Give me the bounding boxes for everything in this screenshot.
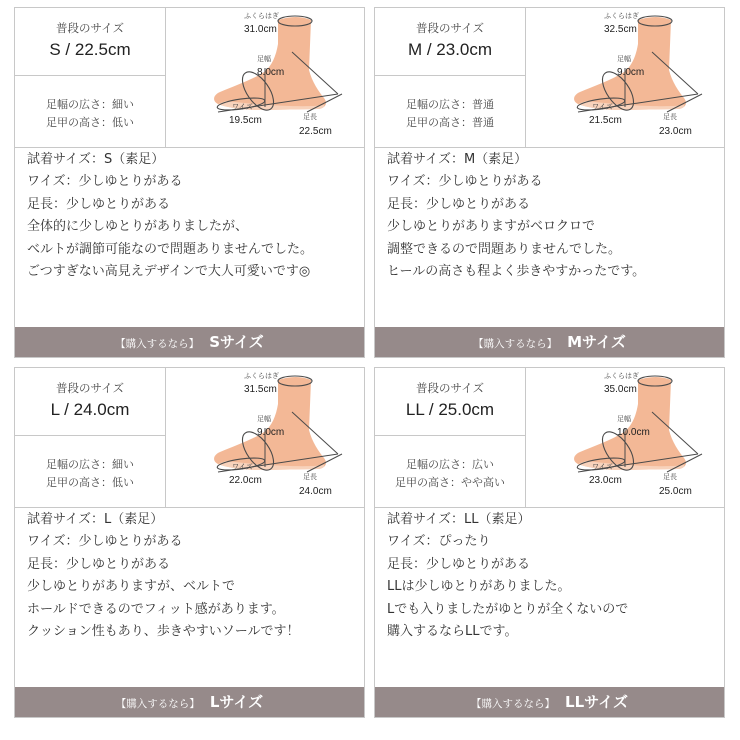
comment-line: 購入するならLLです。 <box>387 624 518 640</box>
foot-width-text: 足幅の広さ：細い <box>46 98 134 111</box>
instep-value: 9.0cm <box>257 427 285 438</box>
instep-height-text: 足甲の高さ：低い <box>46 116 134 129</box>
comment-line: 全体的に少しゆとりがありましたが、 <box>27 219 249 235</box>
comment-line: 少しゆとりがありますがベロクロで <box>387 219 596 235</box>
comment-line: ワイズ：少しゆとりがある <box>27 174 183 190</box>
size-review-card <box>14 367 365 718</box>
calf-value: 31.0cm <box>244 24 277 35</box>
usual-size-value: S / 22.5cm <box>49 40 131 59</box>
calf-label: ふくらはぎ <box>604 372 639 380</box>
comment-line: Lでも入りましたがゆとりが全くないので <box>387 601 629 617</box>
foot-illustration <box>526 8 724 147</box>
review-comment <box>27 149 357 283</box>
foot-width-text: 足幅の広さ：広い <box>406 458 494 471</box>
calf-label: ふくらはぎ <box>244 372 279 380</box>
usual-size-label: 普段のサイズ <box>415 381 485 395</box>
recommend-prefix: 【購入するなら】 <box>473 338 558 350</box>
card-header <box>375 368 724 508</box>
comment-line: 試着サイズ：LL（素足） <box>387 512 531 527</box>
foot-shape-cell <box>375 76 526 147</box>
comment-line: ワイズ：少しゆとりがある <box>27 534 183 550</box>
recommend-prefix: 【購入するなら】 <box>115 698 200 710</box>
recommended-size: Sサイズ <box>209 333 264 351</box>
foot-width-text: 足幅の広さ：普通 <box>406 98 494 111</box>
width-label: ワイズ <box>592 463 613 471</box>
comment-line: 調整できるので問題ありませんでした。 <box>387 241 622 257</box>
review-comment <box>387 149 717 283</box>
foot-shape-cell <box>375 436 526 507</box>
recommended-size-bar <box>375 687 724 717</box>
usual-size-label: 普段のサイズ <box>415 21 485 35</box>
card-header <box>375 8 724 148</box>
comment-line: ごつすぎない高見えデザインで大人可愛いです◎ <box>27 264 311 280</box>
foot-shape-cell <box>15 76 166 147</box>
width-label: ワイズ <box>232 103 253 111</box>
instep-height-text: 足甲の高さ：低い <box>46 476 134 489</box>
comment-line: 足長：少しゆとりがある <box>387 556 531 572</box>
foot-width-text: 足幅の広さ：細い <box>46 458 134 471</box>
comment-line: ベルトが調節可能なので問題ありませんでした。 <box>27 241 314 257</box>
foot-measurement-diagram <box>166 368 364 507</box>
foot-illustration <box>166 368 364 507</box>
foot-shape-cell <box>15 436 166 507</box>
length-label: 足長 <box>663 113 677 121</box>
calf-label: ふくらはぎ <box>244 12 279 20</box>
usual-size-cell <box>15 8 166 76</box>
foot-illustration <box>166 8 364 147</box>
comment-line: 試着サイズ：M（素足） <box>387 152 528 167</box>
foot-measurement-diagram <box>166 8 364 147</box>
comment-line: LLは少しゆとりがありました。 <box>387 579 571 595</box>
comment-line: 試着サイズ：L（素足） <box>27 512 164 527</box>
recommended-size-bar <box>375 327 724 357</box>
size-review-card <box>374 367 725 718</box>
usual-size-label: 普段のサイズ <box>55 21 125 35</box>
foot-illustration <box>526 368 724 507</box>
usual-size-value: M / 23.0cm <box>407 40 493 59</box>
instep-value: 10.0cm <box>617 427 650 438</box>
width-value: 19.5cm <box>229 115 262 126</box>
width-value: 23.0cm <box>589 475 622 486</box>
comment-line: クッション性もあり、歩きやすいソールです！ <box>27 624 300 640</box>
usual-size-cell <box>15 368 166 436</box>
instep-height-text: 足甲の高さ：やや高い <box>395 476 505 489</box>
size-review-card <box>374 7 725 358</box>
recommend-prefix: 【購入するなら】 <box>115 338 200 350</box>
width-value: 22.0cm <box>229 475 262 486</box>
width-label: ワイズ <box>592 103 613 111</box>
comment-line: ホールドできるのでフィット感があります。 <box>27 601 285 617</box>
usual-size-value: LL / 25.0cm <box>405 400 495 419</box>
length-label: 足長 <box>303 113 317 121</box>
comment-line: 足長：少しゆとりがある <box>27 556 171 572</box>
width-label: ワイズ <box>232 463 253 471</box>
length-value: 24.0cm <box>299 486 332 497</box>
recommended-size-bar <box>15 327 364 357</box>
recommended-size: Lサイズ <box>209 693 264 711</box>
foot-measurement-diagram <box>526 368 724 507</box>
calf-label: ふくらはぎ <box>604 12 639 20</box>
instep-value: 8.0cm <box>257 67 285 78</box>
comment-line: 試着サイズ：S（素足） <box>27 152 165 167</box>
length-value: 23.0cm <box>659 126 692 137</box>
instep-label: 足幅 <box>257 415 271 423</box>
size-review-card <box>14 7 365 358</box>
card-header <box>15 368 364 508</box>
length-label: 足長 <box>303 473 317 481</box>
calf-value: 35.0cm <box>604 384 637 395</box>
instep-label: 足幅 <box>617 55 631 63</box>
card-header <box>15 8 364 148</box>
instep-height-text: 足甲の高さ：普通 <box>406 116 494 129</box>
instep-label: 足幅 <box>257 55 271 63</box>
comment-line: 足長：少しゆとりがある <box>27 196 171 212</box>
usual-size-value: L / 24.0cm <box>50 400 130 419</box>
calf-value: 32.5cm <box>604 24 637 35</box>
recommended-size: Mサイズ <box>567 333 626 351</box>
usual-size-cell <box>375 368 526 436</box>
comment-line: ヒールの高さも程よく歩きやすかったです。 <box>387 264 646 280</box>
foot-measurement-diagram <box>526 8 724 147</box>
instep-label: 足幅 <box>617 415 631 423</box>
comment-line: ワイズ：少しゆとりがある <box>387 174 543 190</box>
usual-size-cell <box>375 8 526 76</box>
comment-line: 少しゆとりがありますが、ベルトで <box>27 579 236 595</box>
recommended-size-bar <box>15 687 364 717</box>
length-value: 25.0cm <box>659 486 692 497</box>
review-comment <box>27 509 357 643</box>
length-label: 足長 <box>663 473 677 481</box>
comment-line: 足長：少しゆとりがある <box>387 196 531 212</box>
length-value: 22.5cm <box>299 126 332 137</box>
calf-value: 31.5cm <box>244 384 277 395</box>
recommend-prefix: 【購入するなら】 <box>471 698 556 710</box>
width-value: 21.5cm <box>589 115 622 126</box>
usual-size-label: 普段のサイズ <box>55 381 125 395</box>
review-comment <box>387 509 717 643</box>
recommended-size: LLサイズ <box>565 693 628 711</box>
instep-value: 9.0cm <box>617 67 645 78</box>
comment-line: ワイズ：ぴったり <box>387 534 491 550</box>
